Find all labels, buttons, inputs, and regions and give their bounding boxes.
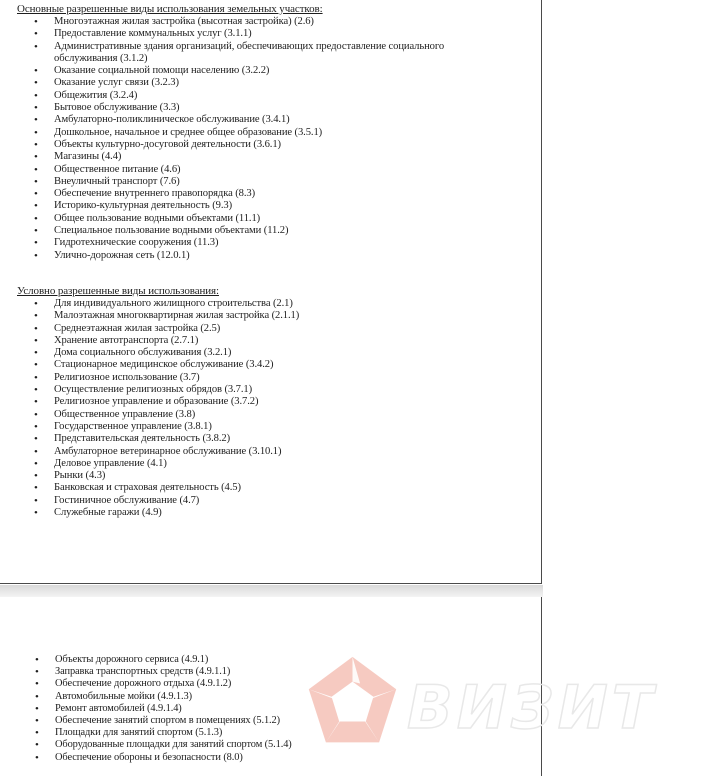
list-item: • Магазины (4.4) [54,151,474,163]
list-item: • Амбулаторное ветеринарное обслуживание (3.10.1) [54,446,299,458]
list-item: • Заправка транспортных средств (4.9.1.1) [55,666,292,678]
conditional-uses-heading: Условно разрешенные виды использования: [17,285,219,297]
list-item: • Предоставление коммунальных услуг (3.1.1) [54,28,474,40]
conditional-uses-list [54,298,299,519]
list-item: • Рынки (4.3) [54,470,299,482]
list-item: • Обеспечение обороны и безопасности (8.0) [55,752,292,764]
list-item: • Обеспечение дорожного отдыха (4.9.1.2) [55,678,292,690]
list-item: • Представительская деятельность (3.8.2) [54,433,299,445]
list-item: • Оказание социальной помощи населению (3.2.2) [54,65,474,77]
list-item: • Ремонт автомобилей (4.9.1.4) [55,703,292,715]
list-item: • Деловое управление (4.1) [54,458,299,470]
list-item: • Улично-дорожная сеть (12.0.1) [54,250,474,262]
list-item: • Стационарное медицинское обслуживание (3.4.2) [54,359,299,371]
list-item: • Бытовое обслуживание (3.3) [54,102,474,114]
list-item: • Банковская и страховая деятельность (4.5) [54,482,299,494]
list-item: • Специальное пользование водными объектами (11.2) [54,225,474,237]
list-item: • Хранение автотранспорта (2.7.1) [54,335,299,347]
list-item: • Внеуличный транспорт (7.6) [54,176,474,188]
list-item: • Общественное питание (4.6) [54,164,474,176]
list-item: • Амбулаторно-поликлиническое обслуживание (3.4.1) [54,114,474,126]
list-item: • Историко-культурная деятельность (9.3) [54,200,474,212]
list-item: • Среднеэтажная жилая застройка (2.5) [54,323,299,335]
list-item: • Объекты культурно-досуговой деятельности (3.6.1) [54,139,474,151]
page-separator [0,585,543,597]
list-item: • Религиозное использование (3.7) [54,372,299,384]
list-item: • Автомобильные мойки (4.9.1.3) [55,691,292,703]
list-item: • Малоэтажная многоквартирная жилая застройка (2.1.1) [54,310,299,322]
list-item: • Религиозное управление и образование (3.7.2) [54,396,299,408]
list-item: • Общественное управление (3.8) [54,409,299,421]
main-uses-heading: Основные разрешенные виды использования земельных участков: [17,3,323,15]
list-item: • Административные здания организаций, обеспечивающих предоставление социального обслуживания (3.1.2) [54,41,474,66]
continued-uses-list [55,654,292,764]
list-item: • Дома социального обслуживания (3.2.1) [54,347,299,359]
list-item: • Гостиничное обслуживание (4.7) [54,495,299,507]
list-item: • Общее пользование водными объектами (11.1) [54,213,474,225]
list-item: • Площадки для занятий спортом (5.1.3) [55,727,292,739]
list-item: • Осуществление религиозных обрядов (3.7.1) [54,384,299,396]
main-uses-list [54,16,474,262]
list-item: • Дошкольное, начальное и среднее общее образование (3.5.1) [54,127,474,139]
list-item: • Гидротехнические сооружения (11.3) [54,237,474,249]
list-item: • Оборудованные площадки для занятий спортом (5.1.4) [55,739,292,751]
list-item: • Обеспечение занятий спортом в помещениях (5.1.2) [55,715,292,727]
list-item: • Служебные гаражи (4.9) [54,507,299,519]
list-item: • Для индивидуального жилищного строительства (2.1) [54,298,299,310]
list-item: • Общежития (3.2.4) [54,90,474,102]
list-item: • Многоэтажная жилая застройка (высотная застройка) (2.6) [54,16,474,28]
list-item: • Объекты дорожного сервиса (4.9.1) [55,654,292,666]
list-item: • Государственное управление (3.8.1) [54,421,299,433]
list-item: • Оказание услуг связи (3.2.3) [54,77,474,89]
list-item: • Обеспечение внутреннего правопорядка (8.3) [54,188,474,200]
